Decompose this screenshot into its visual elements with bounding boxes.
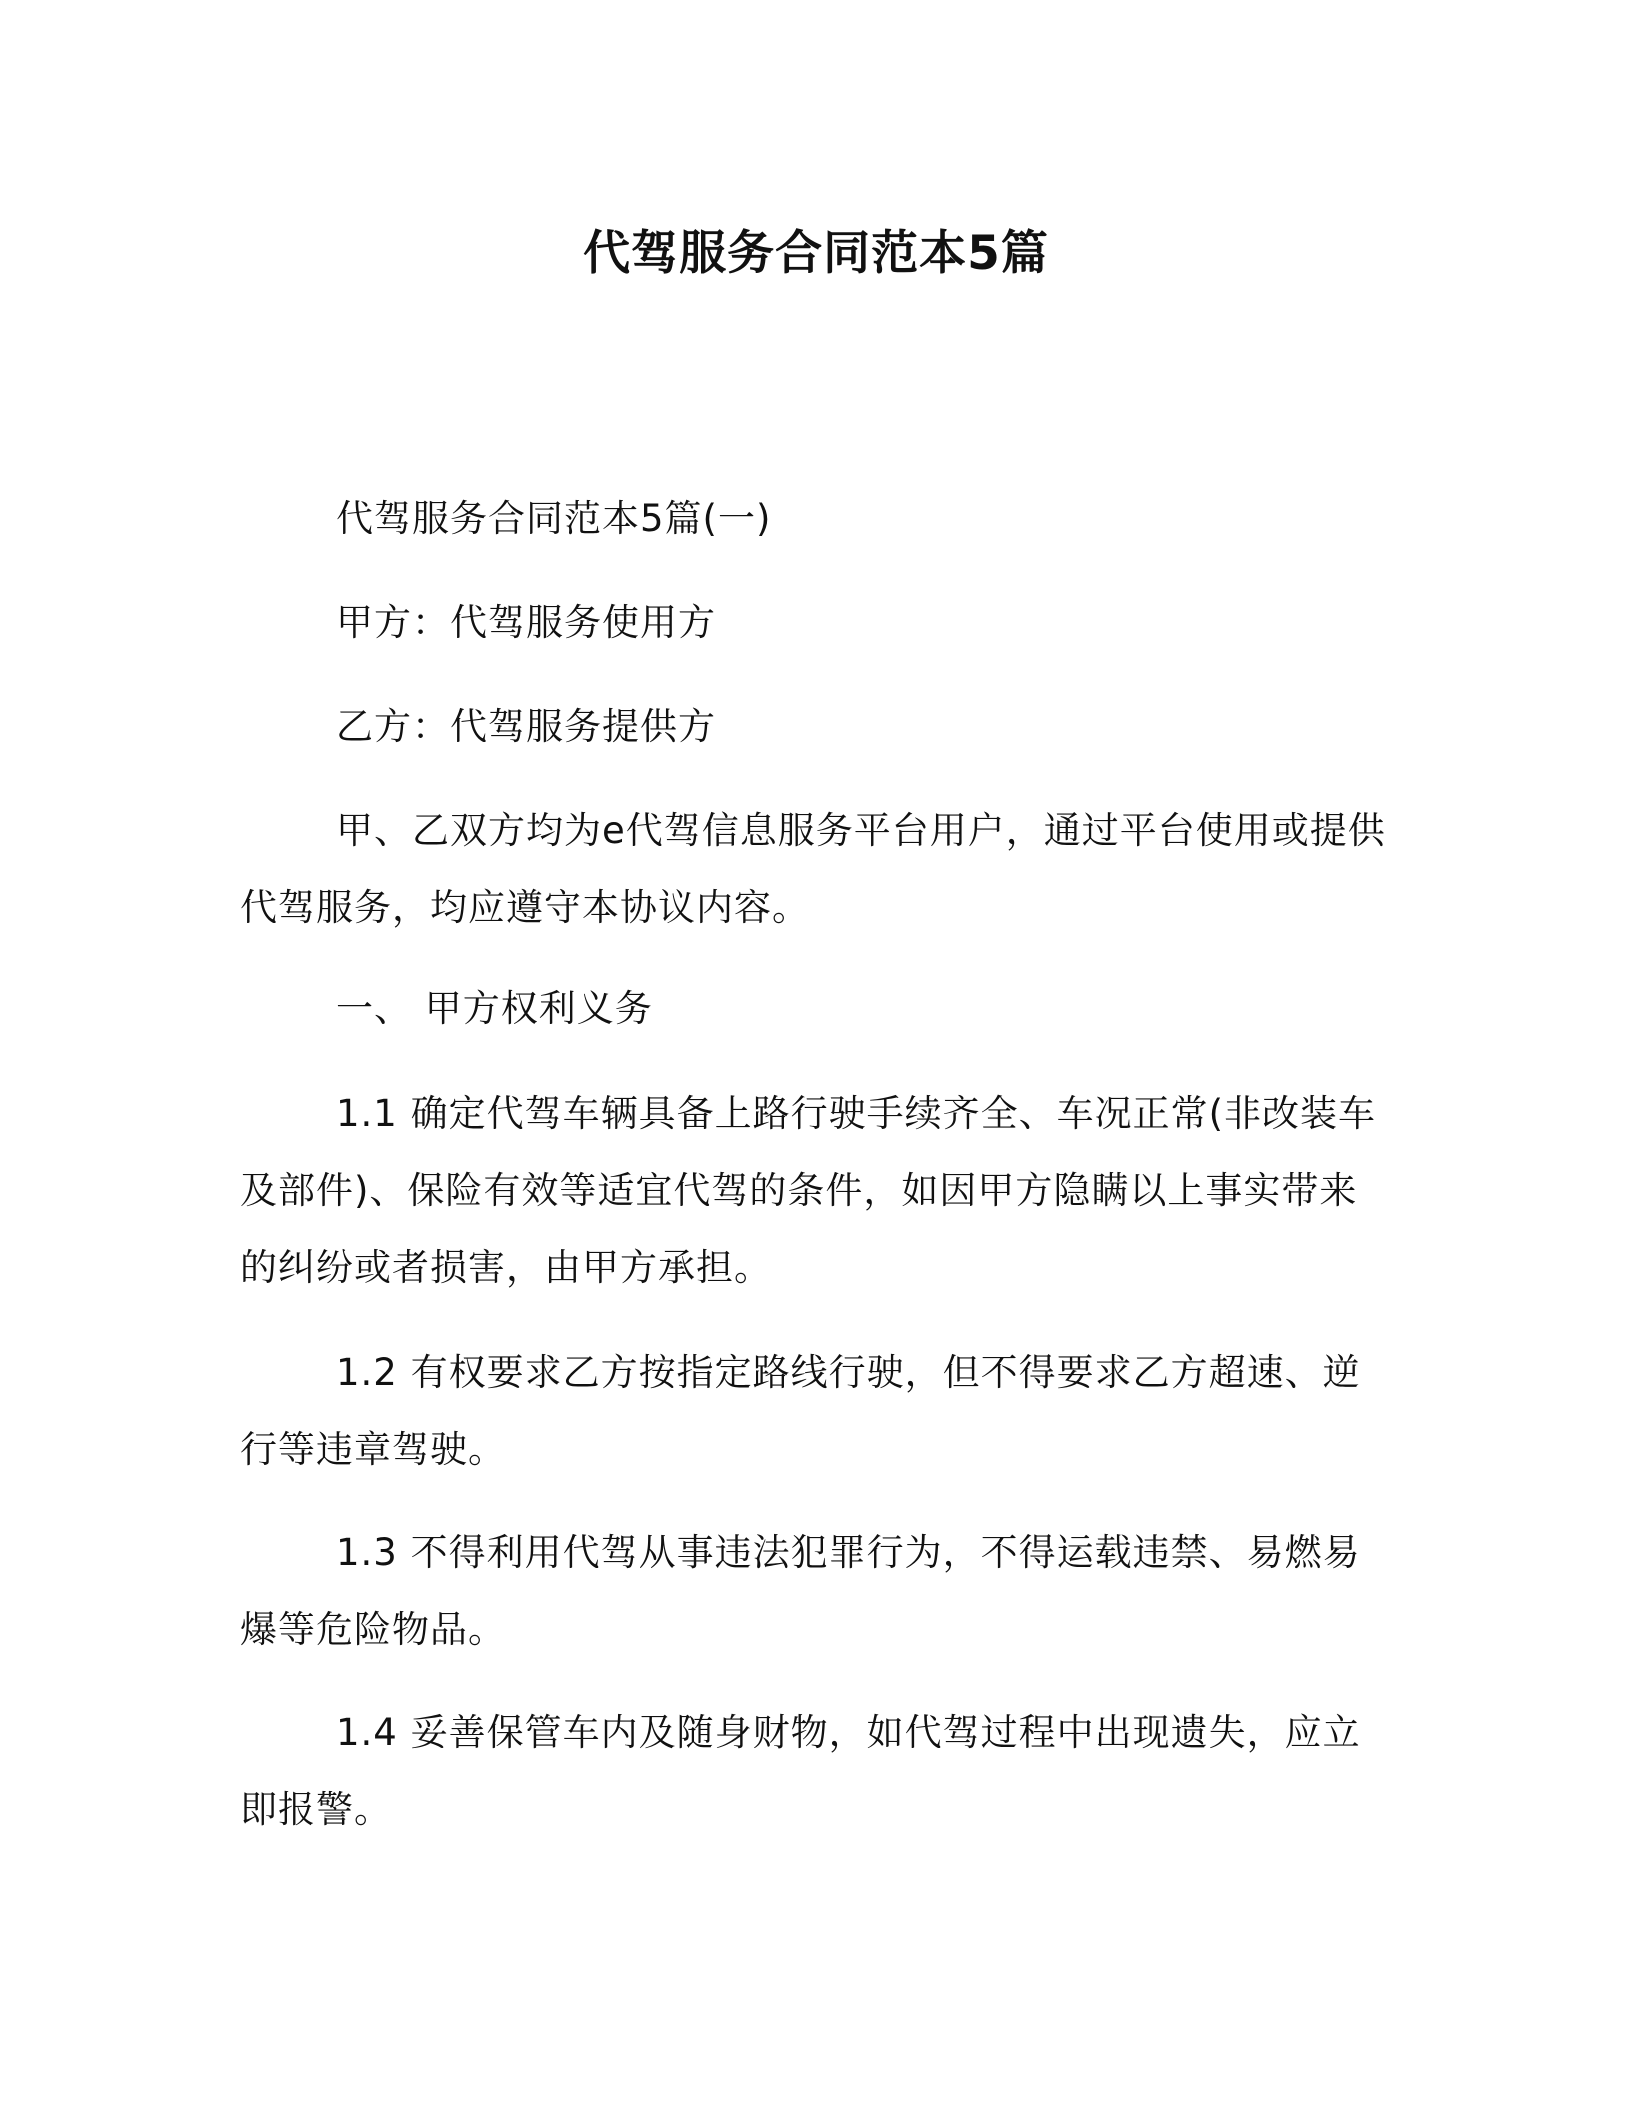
document-title: 代驾服务合同范本5篇 [583,226,1049,281]
section-heading-party-a-rights: 一、 甲方权利义务 [336,987,653,1030]
intro-paragraph: 甲、乙双方均为e代驾信息服务平台用户，通过平台使用或提供代驾服务，均应遵守本协议内容。 [240,809,1386,929]
party-a-line: 甲方：代驾服务使用方 [336,601,716,644]
contract-subtitle: 代驾服务合同范本5篇(一) [336,497,772,540]
clause-1-3: 1.3 不得利用代驾从事违法犯罪行为，不得运载违禁、易燃易爆等危险物品。 [240,1531,1361,1651]
clause-1-4: 1.4 妥善保管车内及随身财物，如代驾过程中出现遗失，应立即报警。 [240,1711,1361,1831]
clause-1-1: 1.1 确定代驾车辆具备上路行驶手续齐全、车况正常(非改装车及部件)、保险有效等适宜代驾的条件，如因甲方隐瞒以上事实带来的纠纷或者损害，由甲方承担。 [240,1092,1377,1289]
party-b-line: 乙方：代驾服务提供方 [336,705,716,748]
clause-1-2: 1.2 有权要求乙方按指定路线行驶，但不得要求乙方超速、逆行等违章驾驶。 [240,1351,1361,1471]
